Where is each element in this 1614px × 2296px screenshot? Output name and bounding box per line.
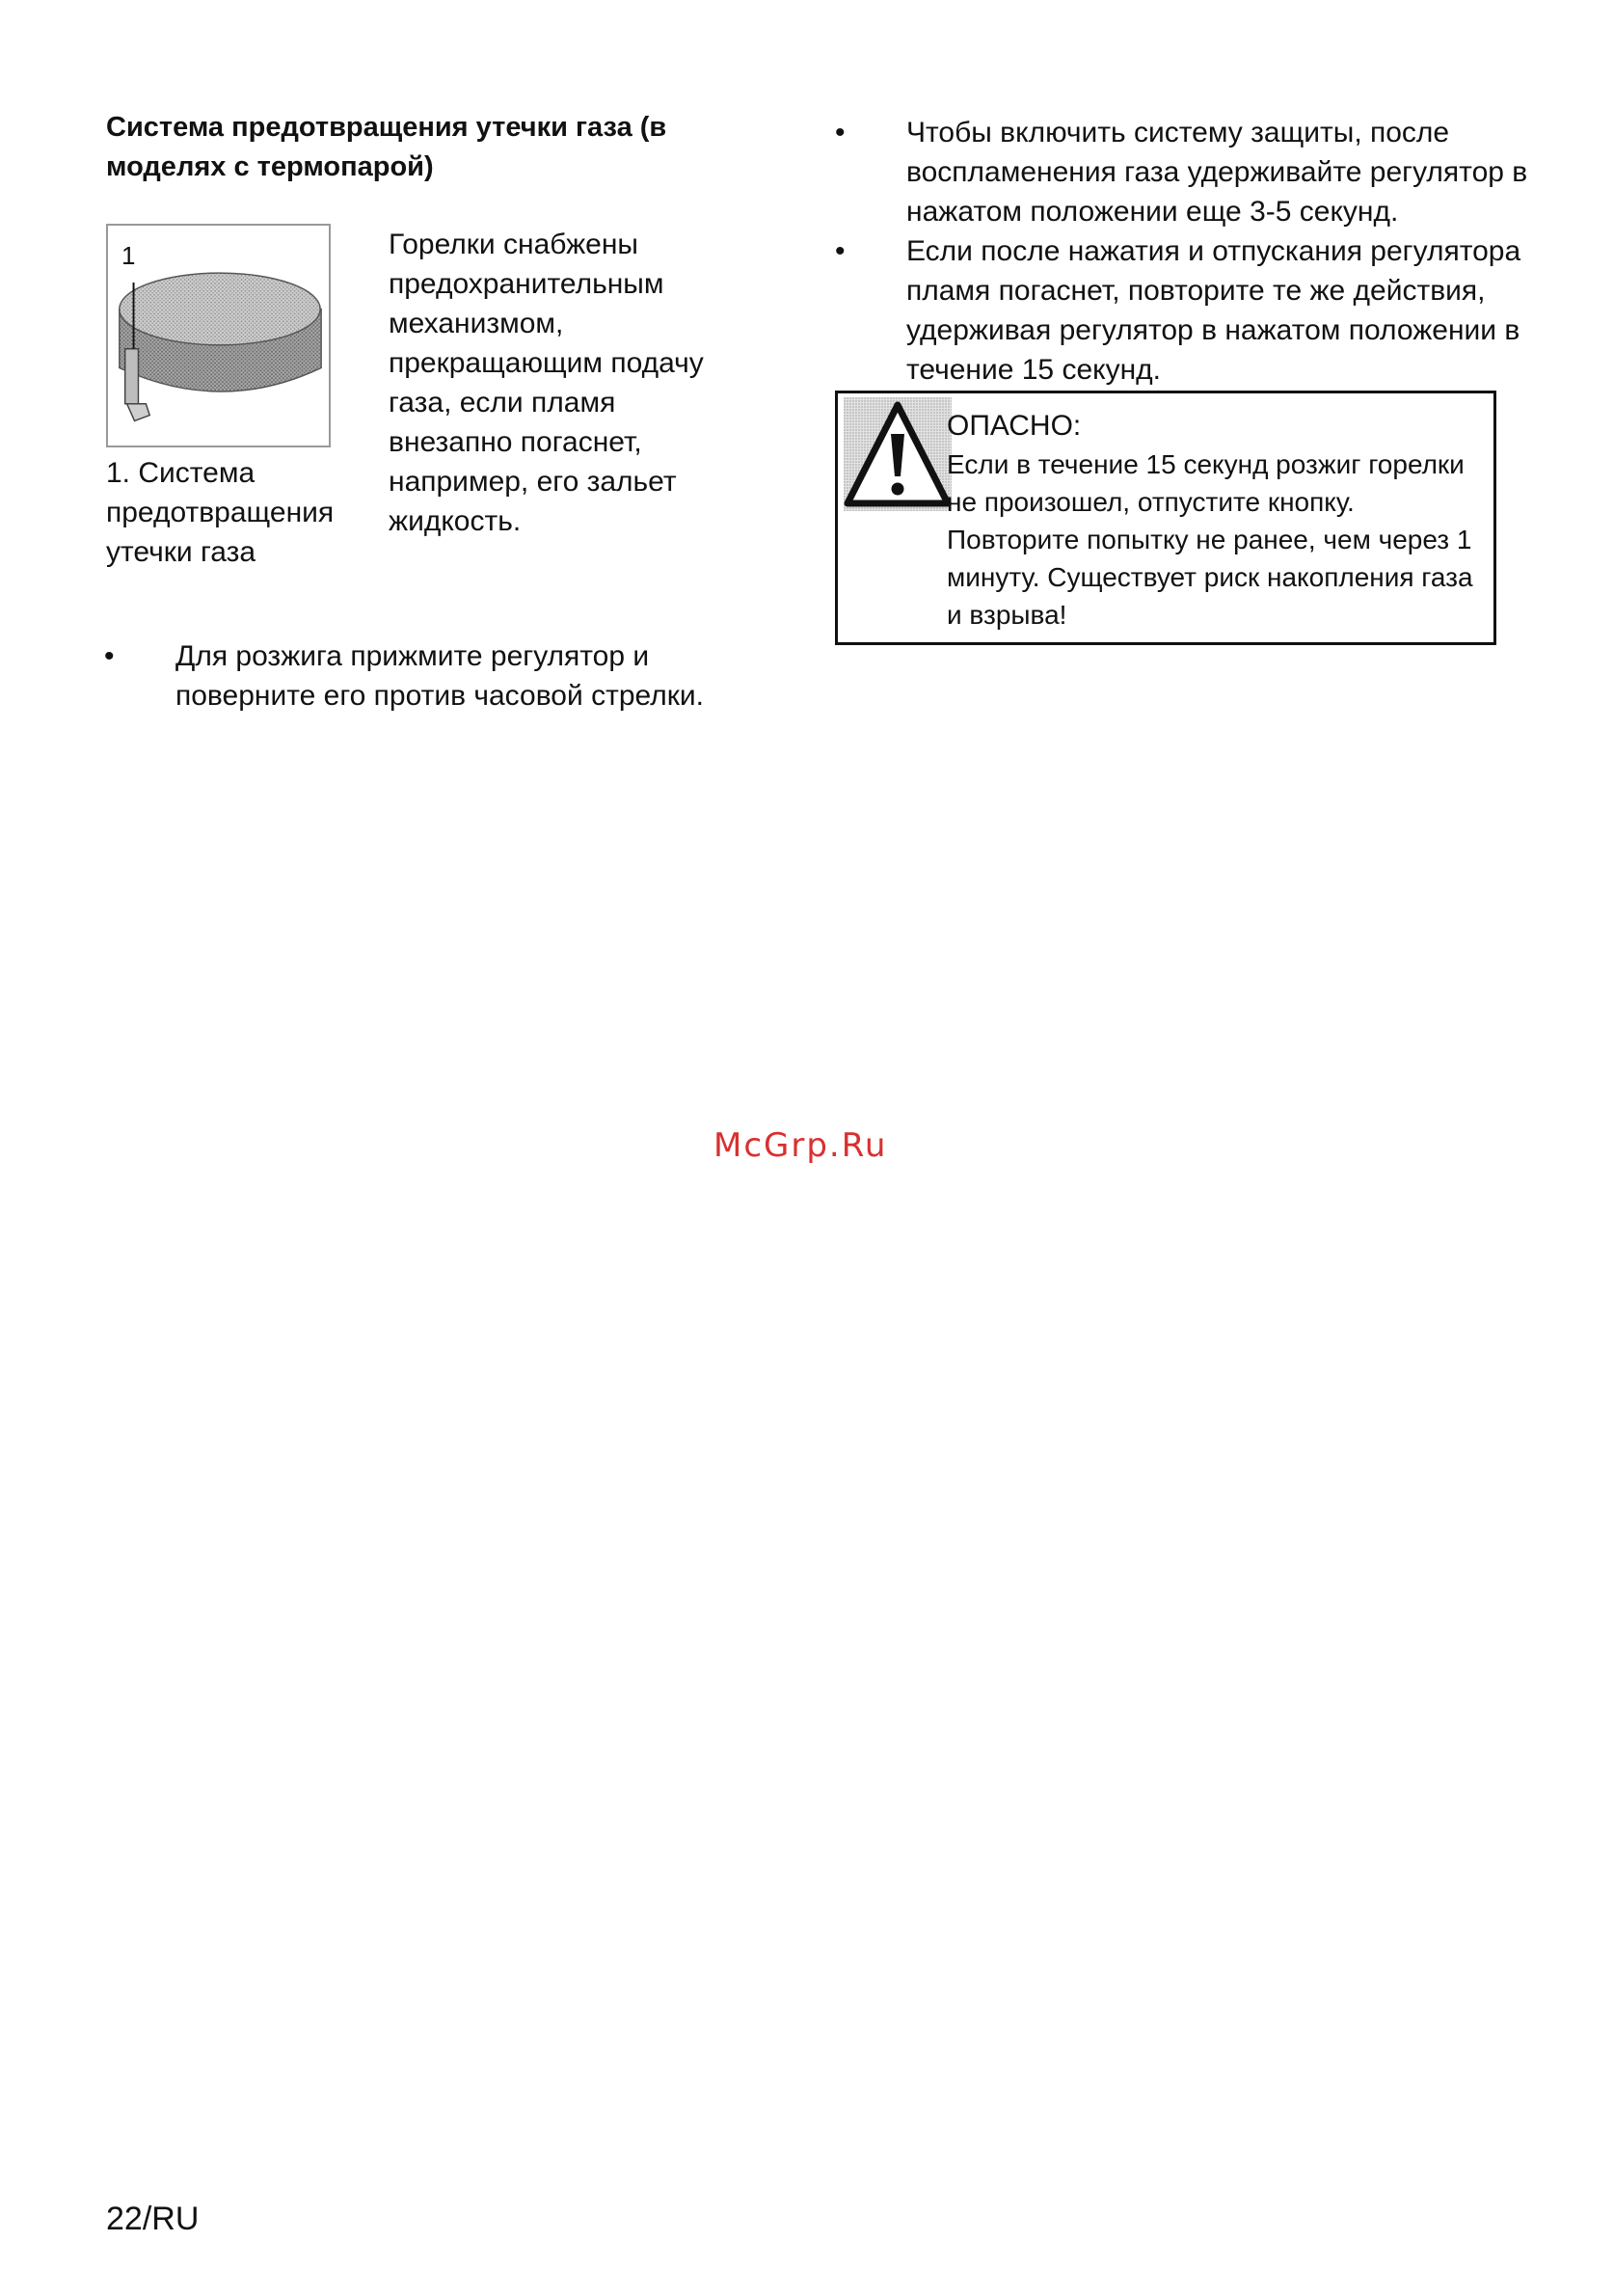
- bullet-symbol: •: [835, 235, 846, 267]
- watermark: McGrp.Ru: [713, 1126, 888, 1165]
- burner-thermocouple-illustration: [108, 226, 329, 446]
- bullet-symbol: •: [104, 640, 115, 672]
- list-item-text: Если после нажатия и отпускания регулятора пламя погаснет, повторите те же действия, удерживая регулятор в нажатом положении в течение 15 секунд.: [906, 235, 1521, 386]
- danger-warning-box: [835, 391, 1496, 645]
- page-number: 22/RU: [106, 2201, 200, 2237]
- list-item-text: Для розжига прижмите регулятор и поверните его против часовой стрелки.: [175, 640, 704, 712]
- figure-callout-number: 1: [121, 241, 136, 270]
- warning-text: Если в течение 15 секунд розжиг горелки не произошел, отпустите кнопку. Повторите попытку не ранее, чем через 1 минуту. Существует риск накопления газа и взрыва!: [947, 449, 1473, 630]
- intro-paragraph: Горелки снабжены предохранительным механизмом, прекращающим подачу газа, если пламя внезапно погаснет, например, его зальет жидкость.: [389, 229, 704, 537]
- section-heading: Система предотвращения утечки газа (в моделях с термопарой): [106, 112, 667, 182]
- warning-triangle-icon: [844, 397, 952, 511]
- list-item-text: Чтобы включить систему защиты, после воспламенения газа удерживайте регулятор в нажатом положении еще 3-5 секунд.: [906, 117, 1528, 228]
- burner-figure: [106, 224, 331, 447]
- warning-title: ОПАСНО:: [947, 410, 1082, 442]
- bullet-symbol: •: [835, 117, 846, 149]
- figure-caption: 1. Система предотвращения утечки газа: [106, 457, 335, 568]
